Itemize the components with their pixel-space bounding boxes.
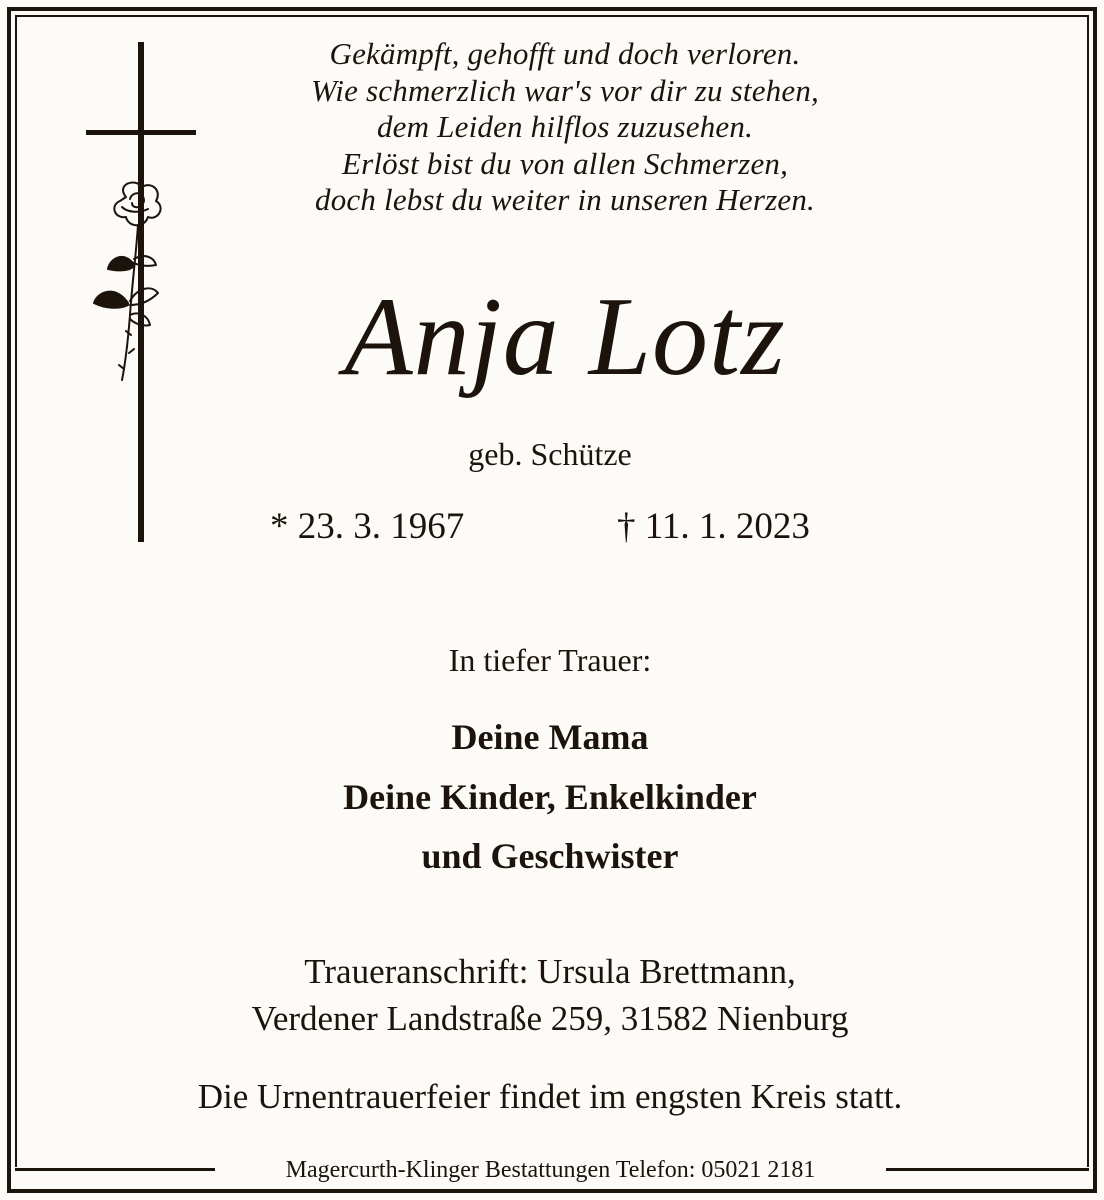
mourners-list — [200, 708, 900, 887]
poem-line: Wie schmerzlich war's vor dir zu stehen, — [310, 72, 819, 108]
footer-rule-left — [15, 1168, 215, 1171]
rose-icon — [86, 175, 176, 390]
poem-line: dem Leiden hilflos zuzusehen. — [376, 109, 754, 144]
cross-horizontal-beam — [86, 130, 196, 135]
poem-line: doch lebst du weiter in unseren Herzen. — [315, 182, 815, 217]
footer-rule-right — [886, 1168, 1089, 1171]
memorial-poem — [200, 36, 930, 219]
mourning-intro: In tiefer Trauer: — [448, 642, 652, 678]
mourner-line: Deine Kinder, Enkelkinder — [343, 776, 757, 817]
deceased-name: Anja Lotz — [344, 275, 786, 399]
mourner-line: Deine Mama — [451, 717, 649, 757]
poem-line: Gekämpft, gehofft und doch verloren. — [329, 36, 801, 71]
ceremony-note: Die Urnentrauerfeier findet im engsten Kreis statt. — [197, 1077, 903, 1116]
poem-line: Erlöst bist du von allen Schmerzen, — [341, 145, 789, 181]
maiden-name: geb. Schütze — [468, 436, 632, 472]
funeral-home-footer: Magercurth-Klinger Bestattungen Telefon: 05021 2181 — [215, 1154, 886, 1186]
birth-date: * 23. 3. 1967 — [270, 506, 465, 547]
condolence-address — [100, 948, 1000, 1042]
mourner-line: und Geschwister — [421, 836, 679, 876]
address-line: Traueranschrift: Ursula Brettmann, — [304, 952, 796, 991]
address-line: Verdener Landstraße 259, 31582 Nienburg — [251, 999, 849, 1038]
death-date: † 11. 1. 2023 — [617, 506, 810, 547]
